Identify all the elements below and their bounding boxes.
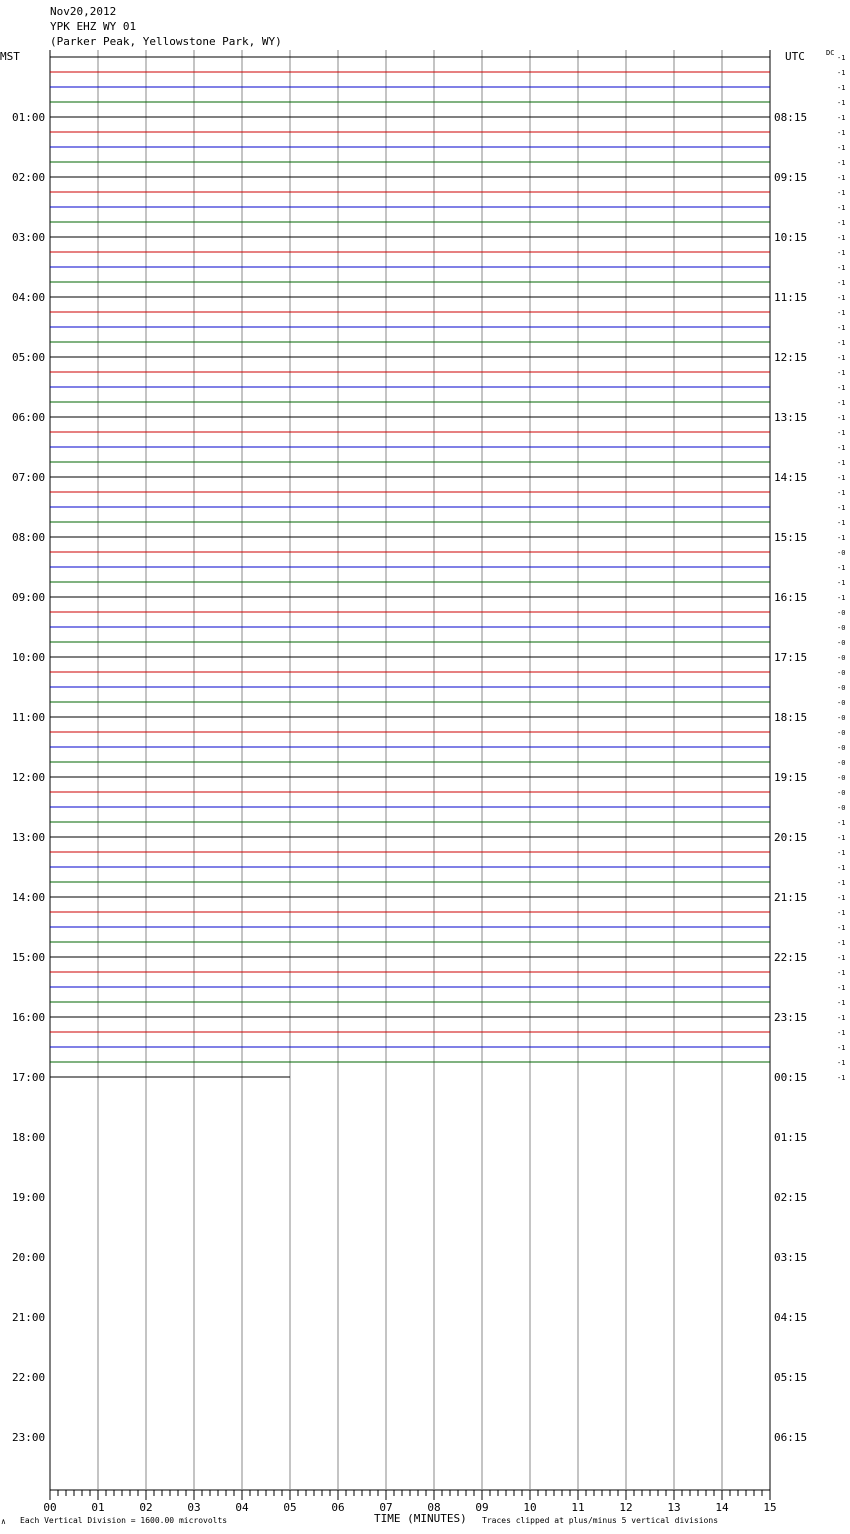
dc-offset-value: -1 [837,354,846,362]
dc-offset-value: -1 [837,984,846,992]
mst-hour-label: 17:00 [12,1071,46,1084]
utc-hour-label: 17:15 [774,651,808,664]
dc-offset-value: -1 [837,849,846,857]
utc-hour-label: 22:15 [774,951,808,964]
dc-offset-value: -1 [837,234,846,242]
dc-offset-value: -1 [837,444,846,452]
mst-hour-label: 01:00 [12,111,46,124]
dc-offset-value: -1 [837,114,846,122]
mst-hour-label: 02:00 [12,171,46,184]
utc-hour-label: 00:15 [774,1071,808,1084]
dc-offset-value: -1 [837,459,846,467]
utc-hour-label: 02:15 [774,1191,808,1204]
footer-scale-note: Each Vertical Division = 1600.00 microvolts [20,1516,228,1525]
mst-hour-label: 03:00 [12,231,46,244]
x-tick-label: 02 [139,1501,153,1514]
dc-offset-value: -1 [837,339,846,347]
dc-offset-value: -1 [837,1059,846,1067]
dc-offset-value: -1 [837,399,846,407]
x-tick-label: 09 [475,1501,489,1514]
x-axis-title: TIME (MINUTES) [374,1512,467,1525]
dc-offset-value: -0 [837,684,846,692]
dc-offset-value: -1 [837,879,846,887]
utc-hour-label: 04:15 [774,1311,808,1324]
x-tick-label: 15 [763,1501,777,1514]
utc-hour-label: 11:15 [774,291,808,304]
dc-offset-value: -1 [837,84,846,92]
utc-hour-label: 21:15 [774,891,808,904]
utc-hour-label: 05:15 [774,1371,808,1384]
dc-offset-value: -1 [837,474,846,482]
utc-hour-label: 08:15 [774,111,808,124]
dc-offset-value: -0 [837,759,846,767]
right-timezone-label: UTC [785,50,805,63]
dc-offset-value: -1 [837,204,846,212]
mst-hour-label: 23:00 [12,1431,46,1444]
dc-offset-value: -1 [837,894,846,902]
x-tick-label: 05 [283,1501,297,1514]
mst-hour-label: 11:00 [12,711,46,724]
dc-offset-value: -1 [837,249,846,257]
station-date: Nov20,2012 [50,5,117,18]
dc-offset-value: -1 [837,99,846,107]
utc-hour-label: 16:15 [774,591,808,604]
dc-offset-value: -1 [837,819,846,827]
mst-hour-label: 19:00 [12,1191,46,1204]
dc-offset-value: -1 [837,969,846,977]
dc-offset-value: -1 [837,414,846,422]
dc-offset-value: -0 [837,729,846,737]
dc-offset-value: -1 [837,279,846,287]
x-tick-label: 10 [523,1501,537,1514]
mst-hour-label: 15:00 [12,951,46,964]
dc-offset-value: -0 [837,714,846,722]
footer-clip-note: Traces clipped at plus/minus 5 vertical divisions [482,1516,719,1525]
dc-offset-value: -1 [837,594,846,602]
dc-offset-value: -1 [837,1044,846,1052]
dc-offset-value: -0 [837,549,846,557]
dc-offset-value: -0 [837,744,846,752]
dc-offset-value: -1 [837,1029,846,1037]
x-tick-label: 07 [379,1501,393,1514]
mst-hour-label: 13:00 [12,831,46,844]
utc-hour-label: 20:15 [774,831,808,844]
dc-offset-value: -1 [837,1074,846,1082]
mst-hour-label: 21:00 [12,1311,46,1324]
utc-hour-label: 09:15 [774,171,808,184]
dc-offset-value: -1 [837,489,846,497]
dc-offset-value: -0 [837,609,846,617]
dc-offset-value: -0 [837,654,846,662]
x-tick-label: 06 [331,1501,345,1514]
utc-hour-label: 12:15 [774,351,808,364]
dc-offset-value: -1 [837,864,846,872]
dc-offset-value: -0 [837,774,846,782]
utc-hour-label: 10:15 [774,231,808,244]
x-tick-label: 08 [427,1501,441,1514]
mst-hour-label: 04:00 [12,291,46,304]
dc-offset-value: -1 [837,999,846,1007]
x-tick-label: 13 [667,1501,681,1514]
utc-hour-label: 01:15 [774,1131,808,1144]
x-tick-label: 04 [235,1501,249,1514]
dc-offset-value: -1 [837,159,846,167]
x-tick-label: 03 [187,1501,201,1514]
mst-hour-label: 05:00 [12,351,46,364]
dc-offset-value: -1 [837,1014,846,1022]
utc-hour-label: 14:15 [774,471,808,484]
x-tick-label: 12 [619,1501,633,1514]
utc-hour-label: 03:15 [774,1251,808,1264]
mst-hour-label: 16:00 [12,1011,46,1024]
utc-hour-label: 18:15 [774,711,808,724]
dc-offset-value: -0 [837,639,846,647]
station-code: YPK EHZ WY 01 [50,20,137,33]
dc-offset-value: -0 [837,789,846,797]
mst-hour-label: 18:00 [12,1131,46,1144]
dc-offset-value: -1 [837,564,846,572]
mst-hour-label: 22:00 [12,1371,46,1384]
dc-offset-value: -1 [837,369,846,377]
utc-hour-label: 13:15 [774,411,808,424]
dc-offset-value: -1 [837,954,846,962]
dc-offset-value: -0 [837,804,846,812]
left-timezone-label: MST [0,50,20,63]
mst-hour-label: 10:00 [12,651,46,664]
dc-offset-value: -0 [837,624,846,632]
mst-hour-label: 12:00 [12,771,46,784]
dc-offset-value: -1 [837,384,846,392]
dc-offset-value: -1 [837,264,846,272]
dc-offset-value: -1 [837,429,846,437]
x-tick-label: 00 [43,1501,57,1514]
dc-offset-value: -1 [837,834,846,842]
dc-offset-value: -1 [837,129,846,137]
dc-offset-value: -1 [837,519,846,527]
mst-hour-label: 08:00 [12,531,46,544]
utc-hour-label: 23:15 [774,1011,808,1024]
dc-offset-value: -1 [837,309,846,317]
dc-offset-value: -1 [837,54,846,62]
x-tick-label: 01 [91,1501,105,1514]
utc-hour-label: 15:15 [774,531,808,544]
mst-hour-label: 20:00 [12,1251,46,1264]
dc-offset-value: -1 [837,189,846,197]
dc-offset-value: -0 [837,699,846,707]
mst-hour-label: 09:00 [12,591,46,604]
utc-hour-label: 06:15 [774,1431,808,1444]
dc-offset-value: -1 [837,144,846,152]
mst-hour-label: 06:00 [12,411,46,424]
dc-label: DC [826,49,835,57]
corner-mark: ∧ [1,1517,6,1526]
dc-offset-value: -1 [837,579,846,587]
mst-hour-label: 07:00 [12,471,46,484]
dc-offset-value: -1 [837,294,846,302]
dc-offset-value: -1 [837,324,846,332]
mst-hour-label: 14:00 [12,891,46,904]
dc-offset-value: -1 [837,939,846,947]
dc-offset-value: -1 [837,219,846,227]
dc-offset-value: -1 [837,174,846,182]
dc-offset-value: -1 [837,924,846,932]
station-location: (Parker Peak, Yellowstone Park, WY) [50,35,282,48]
x-tick-label: 11 [571,1501,585,1514]
x-tick-label: 14 [715,1501,729,1514]
utc-hour-label: 19:15 [774,771,808,784]
dc-offset-value: -1 [837,909,846,917]
dc-offset-value: -1 [837,69,846,77]
dc-offset-value: -1 [837,534,846,542]
dc-offset-value: -0 [837,669,846,677]
dc-offset-value: -1 [837,504,846,512]
